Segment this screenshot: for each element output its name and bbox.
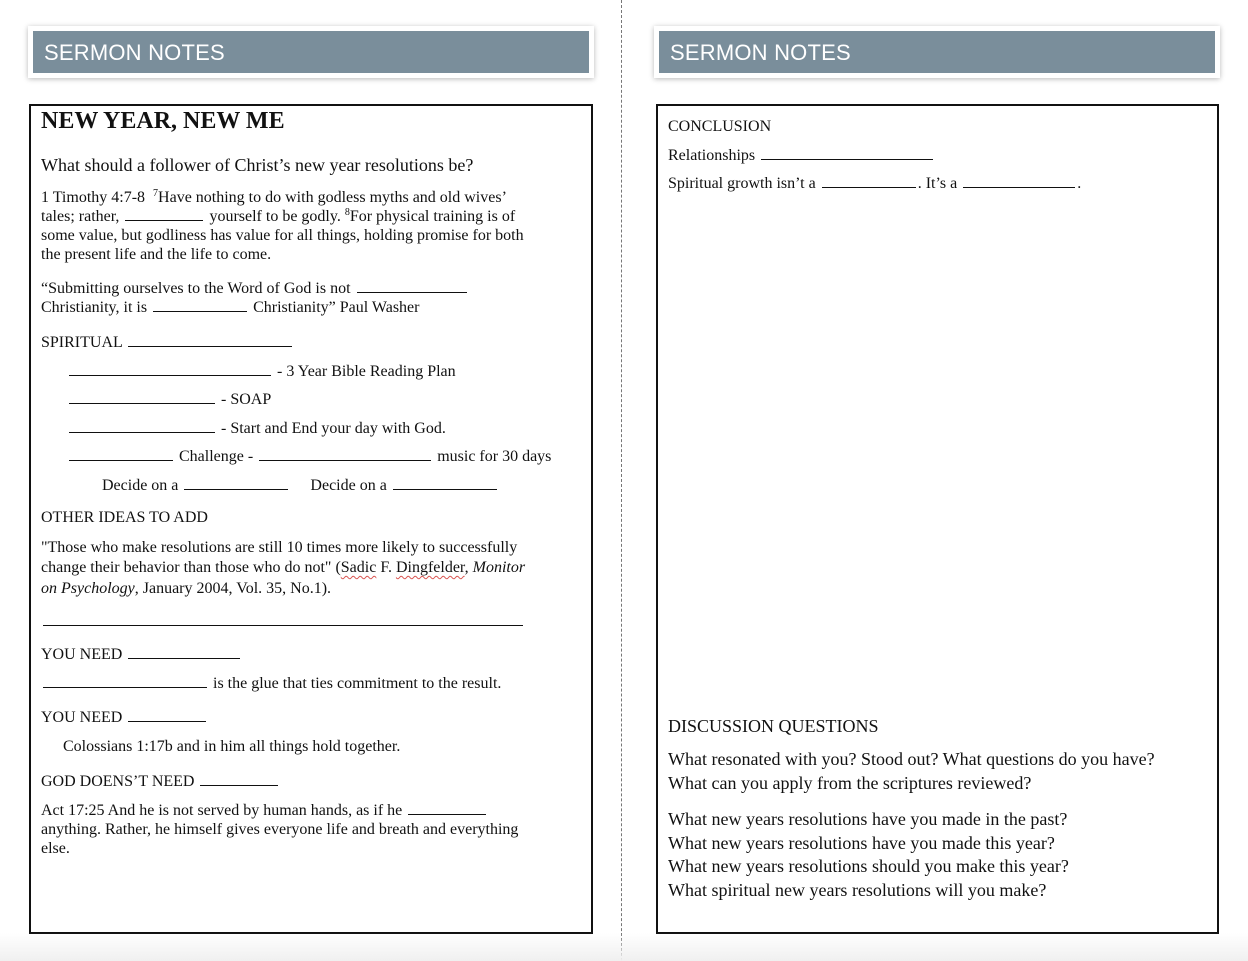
spiritual-heading: SPIRITUAL xyxy=(41,333,294,352)
item-start-end: - Start and End your day with God. xyxy=(67,419,446,438)
study-line-3: on Psychology, January 2004, Vol. 35, No.1). xyxy=(41,580,332,597)
you-need-1: YOU NEED xyxy=(41,645,242,664)
blank[interactable] xyxy=(259,459,431,461)
blank[interactable] xyxy=(963,186,1075,188)
scripture-line-4: the present life and the life to come. xyxy=(41,246,272,263)
conclusion-heading: CONCLUSION xyxy=(668,118,772,135)
blank[interactable] xyxy=(128,345,292,347)
footer-shade xyxy=(0,933,1248,961)
discussion-question: What can you apply from the scriptures reviewed? xyxy=(668,773,1032,793)
scripture-line-1: 1 Timothy 4:7-8 $^7$Have nothing to do with godless myths and old wives’ xyxy=(41,188,507,206)
key-question: What should a follower of Christ’s new year resolutions be? xyxy=(41,155,474,175)
quote-line-2: Christianity, it is Christianity” Paul Washer xyxy=(41,299,420,316)
acts-line-3: else. xyxy=(41,840,70,857)
notes-line[interactable] xyxy=(43,624,523,626)
you-need-2: YOU NEED xyxy=(41,708,208,727)
relationships-line: Relationships xyxy=(668,146,935,165)
header-title: SERMON NOTES xyxy=(44,40,225,65)
blank[interactable] xyxy=(128,720,206,722)
blank[interactable] xyxy=(125,219,203,221)
page-divider xyxy=(621,0,622,961)
header-left xyxy=(28,26,594,78)
acts-line-2: anything. Rather, he himself gives everyone life and breath and everything xyxy=(41,821,519,838)
blank[interactable] xyxy=(69,374,271,376)
item-soap: - SOAP xyxy=(67,390,271,409)
item-decide: Decide on a Decide on a xyxy=(102,476,499,495)
header-bar xyxy=(659,31,1215,73)
discussion-heading: DISCUSSION QUESTIONS xyxy=(668,716,879,736)
growth-line: Spiritual growth isn’t a . It’s a . xyxy=(668,175,1082,192)
discussion-question: What resonated with you? Stood out? What questions do you have? xyxy=(668,749,1155,769)
discussion-question: What new years resolutions have you made this year? xyxy=(668,833,1055,853)
discussion-question: What new years resolutions have you made in the past? xyxy=(668,809,1068,829)
blank[interactable] xyxy=(408,813,486,815)
acts-line-1: Act 17:25 And he is not served by human hands, as if he xyxy=(41,801,488,820)
item-challenge: Challenge - music for 30 days xyxy=(67,447,551,466)
header-right xyxy=(654,26,1220,78)
blank[interactable] xyxy=(184,488,288,490)
blank[interactable] xyxy=(153,310,247,312)
god-doesnt-need: GOD DOENS’T NEED xyxy=(41,772,280,791)
header-title: SERMON NOTES xyxy=(670,40,851,65)
blank[interactable] xyxy=(69,402,215,404)
study-line-1: "Those who make resolutions are still 10 times more likely to successfully xyxy=(41,539,518,556)
quote-line-1: “Submitting ourselves to the Word of God is not xyxy=(41,279,469,298)
glue-line: is the glue that ties commitment to the result. xyxy=(41,674,501,693)
colossians-verse: Colossians 1:17b and in him all things hold together. xyxy=(63,738,401,755)
scripture-line-2: tales; rather, yourself to be godly. $^8$For physical training is of xyxy=(41,207,516,225)
other-ideas-heading: OTHER IDEAS TO ADD xyxy=(41,509,208,526)
header-bar xyxy=(33,31,589,73)
blank[interactable] xyxy=(69,459,173,461)
notes-panel-right xyxy=(656,104,1219,934)
blank[interactable] xyxy=(822,186,916,188)
blank[interactable] xyxy=(69,431,215,433)
blank[interactable] xyxy=(357,291,467,293)
blank[interactable] xyxy=(393,488,497,490)
page-title: NEW YEAR, NEW ME xyxy=(41,108,285,134)
blank[interactable] xyxy=(128,657,240,659)
discussion-question: What new years resolutions should you make this year? xyxy=(668,856,1069,876)
blank[interactable] xyxy=(43,686,207,688)
blank[interactable] xyxy=(200,784,278,786)
study-line-2: change their behavior than those who do not" (Sadic F. Dingfelder, Monitor xyxy=(41,559,526,576)
item-reading-plan: - 3 Year Bible Reading Plan xyxy=(67,362,456,381)
notes-panel-left xyxy=(29,104,593,934)
blank[interactable] xyxy=(761,158,933,160)
scripture-line-3: some value, but godliness has value for all things, holding promise for both xyxy=(41,227,524,244)
discussion-question: What spiritual new years resolutions will you make? xyxy=(668,880,1047,900)
